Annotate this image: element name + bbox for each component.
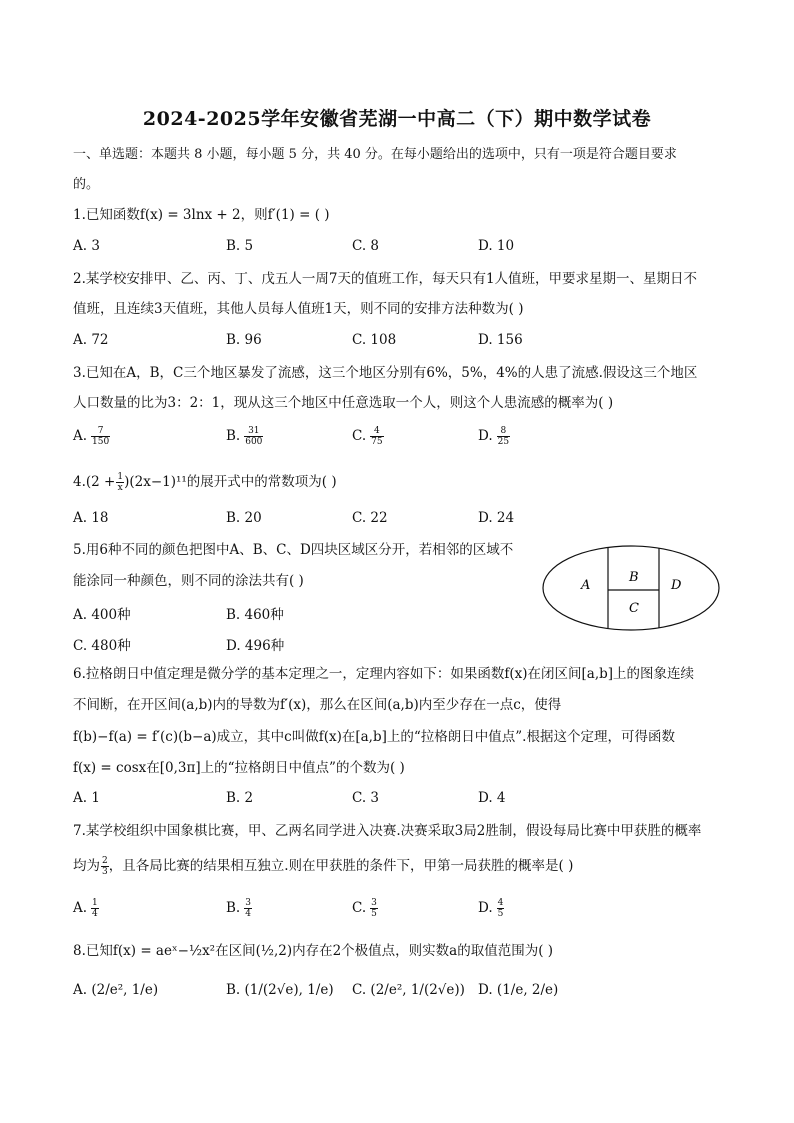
q7-option-d[interactable]: D. $\frac{4}{5}$: [478, 898, 504, 919]
q4-stem: 4.(2 + $\frac{1}{x}$ )(2x−1)¹¹的展开式中的常数项为( ): [73, 472, 337, 493]
q2-option-b[interactable]: B. 96: [226, 332, 262, 348]
q6-line3: f(b)−f(a) = f′(c)(b−a)成立，其中c叫做f(x)在[a,b]上的“拉格朗日中值点”.根据这个定理，可得函数: [73, 729, 675, 745]
q6-option-d[interactable]: D. 4: [478, 790, 506, 806]
q2-option-d[interactable]: D. 156: [478, 332, 523, 348]
q2-line1: 2.某学校安排甲、乙、丙、丁、戊五人一周7天的值班工作，每天只有1人值班，甲要求星期一、星期日不: [73, 271, 698, 287]
q8-option-c[interactable]: C. (2/e², 1/(2√e)): [352, 982, 465, 998]
q4-option-b[interactable]: B. 20: [226, 510, 262, 526]
diagram-label-a: A: [581, 578, 591, 593]
q6-line4: f(x) = cosx在[0,3π]上的“拉格朗日中值点”的个数为( ): [73, 760, 405, 776]
q5-line2: 能涂同一种颜色，则不同的涂法共有( ): [73, 573, 304, 589]
q4-option-c[interactable]: C. 22: [352, 510, 388, 526]
q1-option-b[interactable]: B. 5: [226, 238, 254, 254]
q1-stem: 1.已知函数f(x) = 3lnx + 2，则f′(1) = ( ): [73, 207, 330, 223]
q7-option-b[interactable]: B. $\frac{3}{4}$: [226, 898, 251, 919]
q5-option-c[interactable]: C. 480种: [73, 638, 131, 654]
diagram-ellipse: [543, 546, 719, 630]
section-instructions-line1: 一、单选题：本题共 8 小题，每小题 5 分，共 40 分。在每小题给出的选项中，只有一项是符合题目要求: [73, 147, 677, 162]
q6-option-b[interactable]: B. 2: [226, 790, 254, 806]
q5-option-d[interactable]: D. 496种: [226, 638, 285, 654]
diagram-label-b: B: [629, 570, 639, 585]
q6-line2: 不间断，在开区间(a,b)内的导数为f′(x)，那么在区间(a,b)内至少存在一点c，使得: [73, 697, 562, 713]
q8-option-a[interactable]: A. (2/e², 1/e): [73, 982, 159, 998]
q3-line1: 3.已知在A，B，C三个地区暴发了流感，这三个地区分别有6%，5%，4%的人患了流感.假设这三个地区: [73, 365, 698, 381]
q8-option-b[interactable]: B. (1/(2√e), 1/e): [226, 982, 334, 998]
q6-line1: 6.拉格朗日中值定理是微分学的基本定理之一，定理内容如下：如果函数f(x)在闭区间[a,b]上的图象连续: [73, 666, 695, 682]
q3-line2: 人口数量的比为3：2：1，现从这三个地区中任意选取一个人，则这个人患流感的概率为( ): [73, 395, 614, 411]
q7-option-a[interactable]: A. $\frac{1}{4}$: [73, 898, 98, 919]
q6-option-c[interactable]: C. 3: [352, 790, 380, 806]
q3-option-d[interactable]: D. $\frac{8}{25}$: [478, 426, 510, 447]
q4-option-a[interactable]: A. 18: [73, 510, 109, 526]
q1-option-a[interactable]: A. 3: [73, 238, 100, 254]
q2-line2: 值班，且连续3天值班，其他人员每人值班1天，则不同的安排方法种数为( ): [73, 301, 524, 317]
diagram-label-d: D: [671, 578, 682, 593]
q1-option-d[interactable]: D. 10: [478, 238, 515, 254]
q8-stem: 8.已知f(x) = aeˣ−½x²在区间(½,2)内存在2个极值点，则实数a的取值范围为( ): [73, 943, 554, 959]
q5-region-diagram: [541, 544, 721, 632]
q3-option-b[interactable]: B. $\frac{31}{600}$: [226, 426, 263, 447]
q8-option-d[interactable]: D. (1/e, 2/e): [478, 982, 559, 998]
q1-option-c[interactable]: C. 8: [352, 238, 380, 254]
q5-option-b[interactable]: B. 460种: [226, 607, 284, 623]
page-title: 2024-2025学年安徽省芜湖一中高二（下）期中数学试卷: [142, 108, 652, 130]
q3-option-a[interactable]: A. $\frac{7}{150}$: [73, 426, 110, 447]
q7-line2: 均为 $\frac{2}{3}$ ，且各局比赛的结果相互独立.则在甲获胜的条件下，甲第一局获胜的概率是( ): [73, 856, 574, 877]
q4-option-d[interactable]: D. 24: [478, 510, 515, 526]
q7-option-c[interactable]: C. $\frac{3}{5}$: [352, 898, 377, 919]
section-instructions-line2: 的。: [73, 177, 100, 192]
q6-option-a[interactable]: A. 1: [73, 790, 100, 806]
q7-line1: 7.某学校组织中国象棋比赛，甲、乙两名同学进入决赛.决赛采取3局2胜制，假设每局比赛中甲获胜的概率: [73, 823, 702, 839]
q5-option-a[interactable]: A. 400种: [73, 607, 131, 623]
q3-option-c[interactable]: C. $\frac{4}{75}$: [352, 426, 383, 447]
diagram-label-c: C: [629, 601, 639, 616]
q2-option-c[interactable]: C. 108: [352, 332, 397, 348]
q2-option-a[interactable]: A. 72: [73, 332, 109, 348]
q5-line1: 5.用6种不同的颜色把图中A、B、C、D四块区域区分开，若相邻的区域不: [73, 542, 514, 558]
